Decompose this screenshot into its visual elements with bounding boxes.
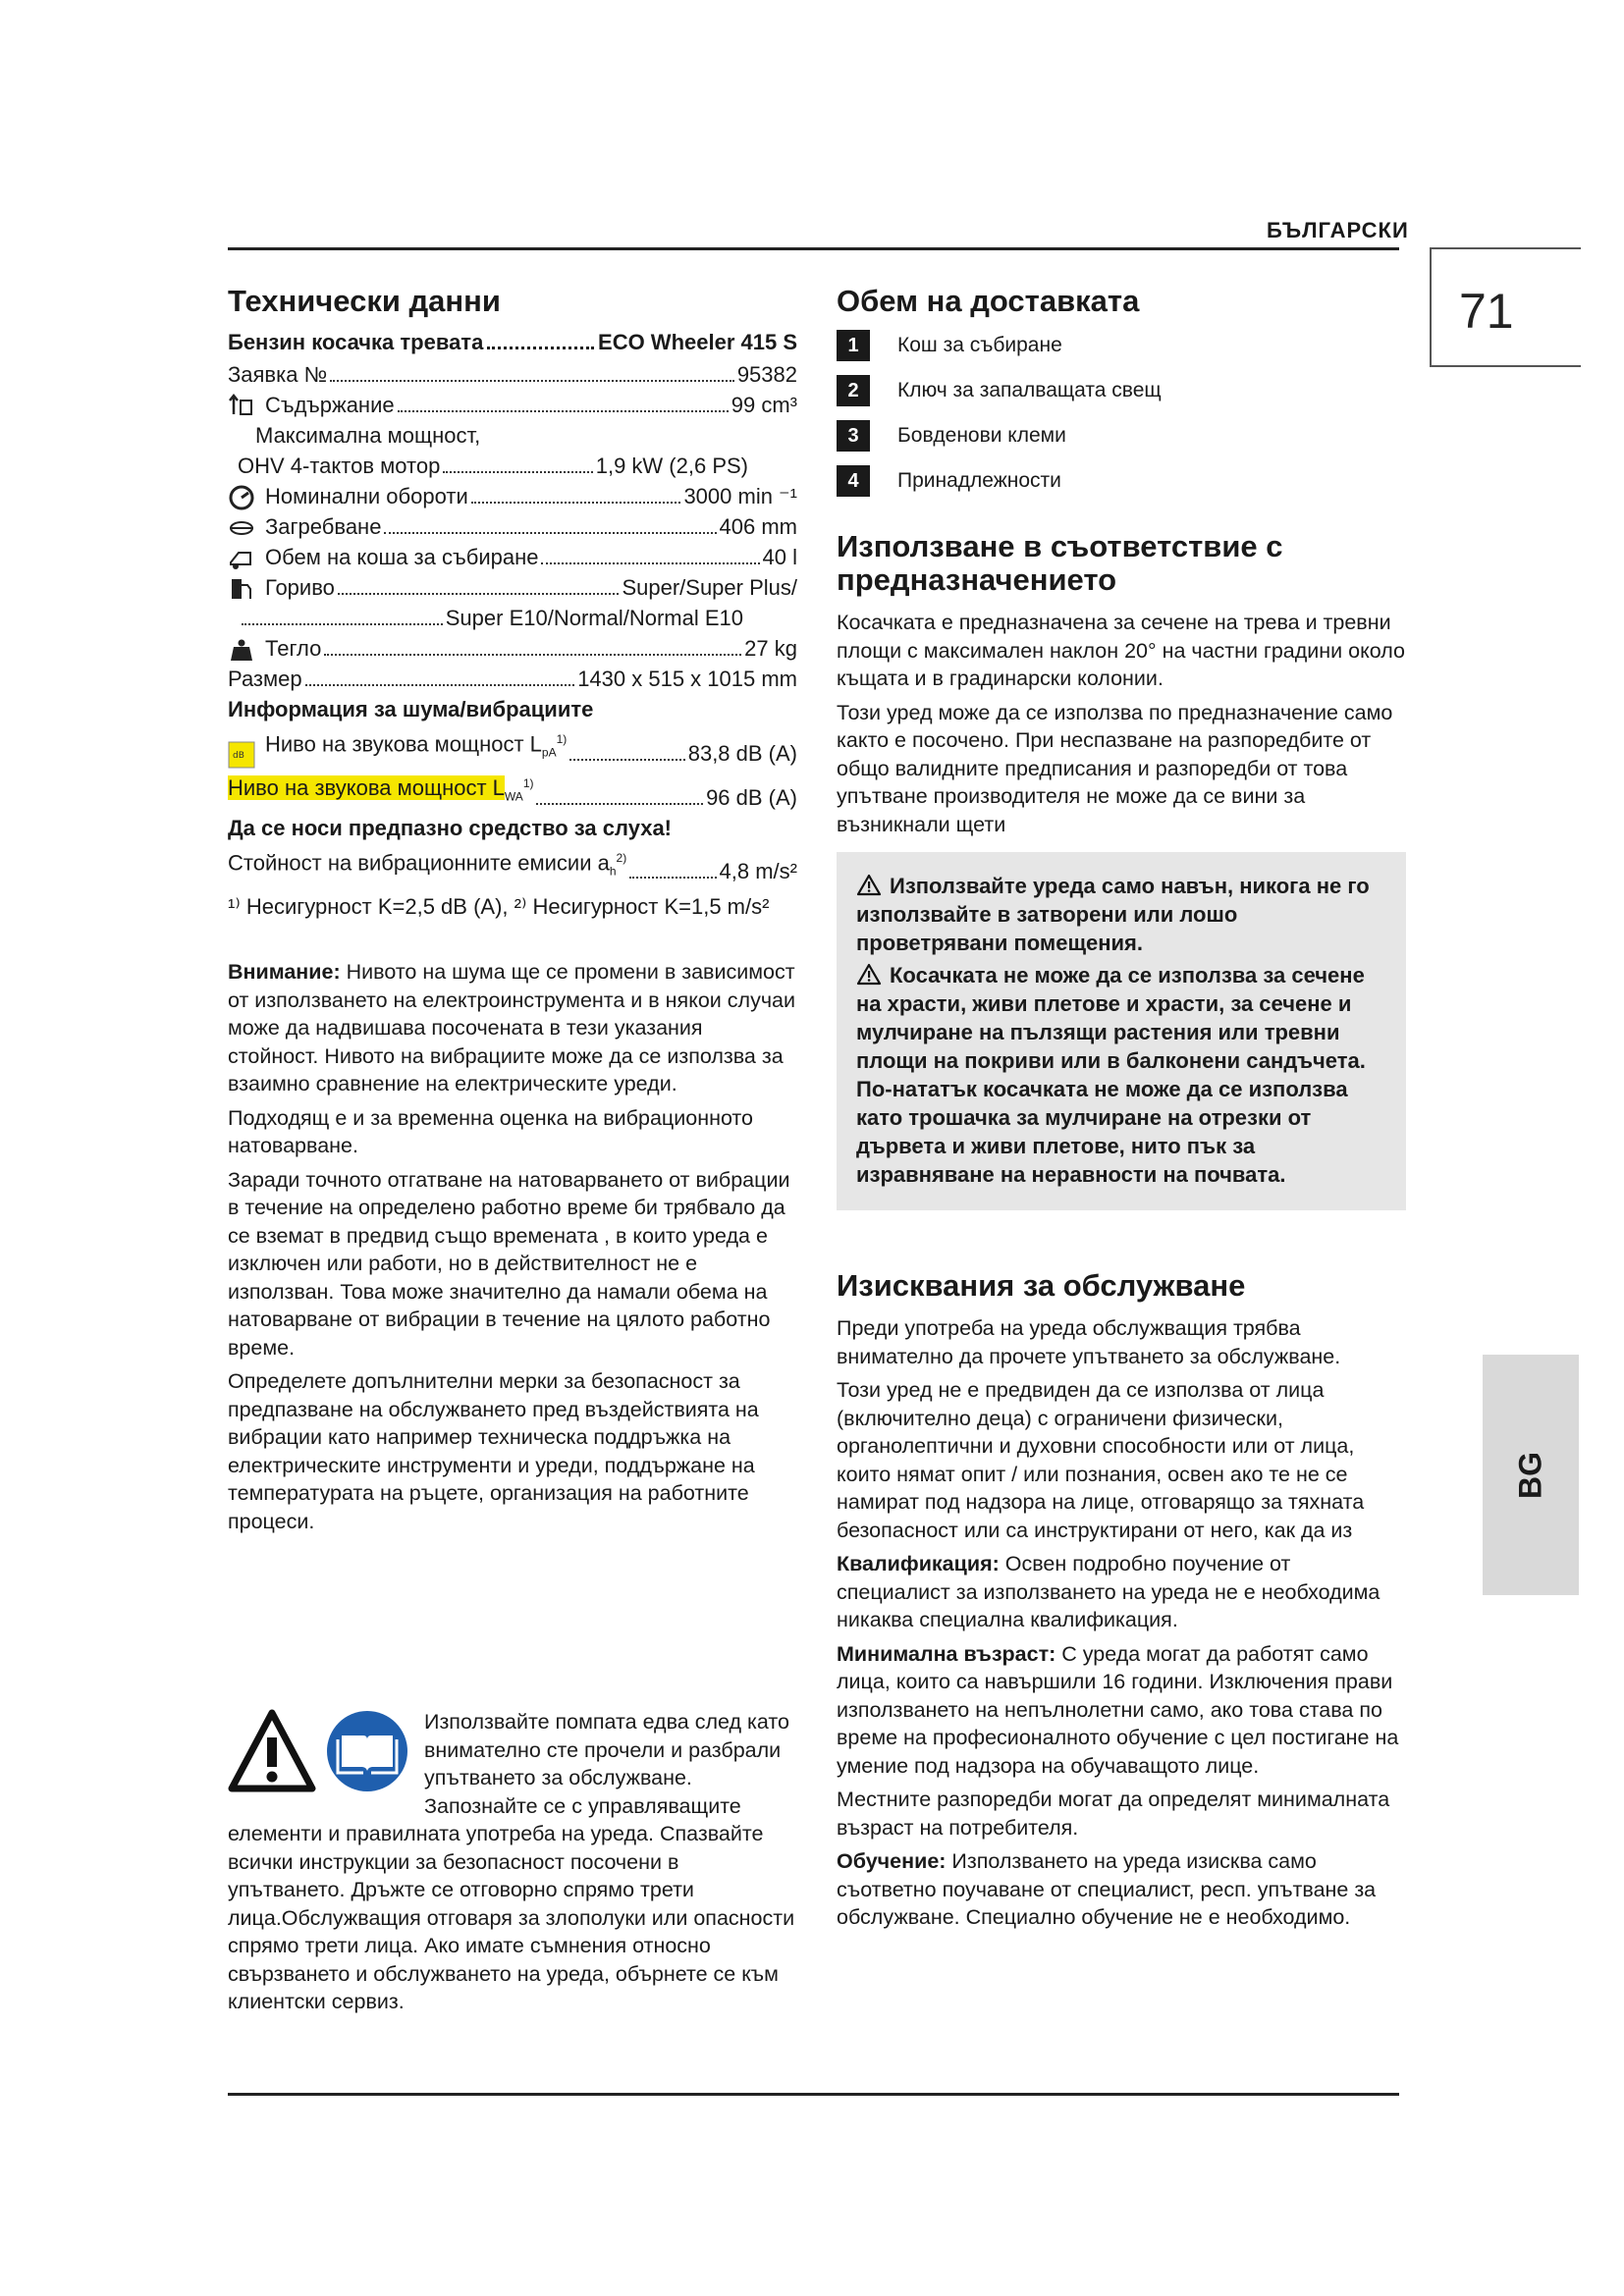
list-item <box>837 420 1406 452</box>
dots <box>398 410 729 412</box>
displacement-icon <box>228 393 255 420</box>
list-item <box>837 375 1406 406</box>
delivery-list <box>837 330 1406 497</box>
item-label: Бовденови клеми <box>897 424 1066 448</box>
dots <box>242 623 443 625</box>
vib-sup: 2) <box>616 850 627 865</box>
dots <box>443 471 592 473</box>
ear-protection-warning: Да се носи предпазно средство за слуха! <box>228 815 672 840</box>
weight-value: 27 kg <box>744 636 797 662</box>
lwa-sup: 1) <box>522 775 534 790</box>
vib-label-text: Стойност на вибрационните емисии a <box>228 849 610 875</box>
order-value: 95382 <box>736 362 797 388</box>
weight-icon <box>228 636 255 664</box>
training-text: Използването на уреда изисква само съответно поучаване от специалист, респ. упътване за обслужване. Специално обучение не е необходимо. <box>837 1849 1377 1930</box>
max-power-label: Максимална мощност, <box>255 423 481 449</box>
warning-triangle-icon <box>228 1708 316 1794</box>
training-label: Обучение: <box>837 1849 947 1874</box>
attention-block <box>228 958 797 1535</box>
safety-icons <box>228 1708 416 1796</box>
sound-pressure-icon <box>228 741 255 769</box>
item-number: 4 <box>837 465 870 497</box>
item-label: Принадлежности <box>897 469 1061 493</box>
rpm-label: Номинални обороти <box>265 484 468 509</box>
safety-text: Използвайте помпата едва след като внимателно сте прочели и разбрали упътването за обслужване. Запознайте се с управляващите елементи и правилната употреба на уреда. Спазвайте всички инструкции за безопасност посочени в упътването. Дръжте се отговорно спрямо трети лица.Обслужващия отговаря за злополуки или опасности спрямо трети лица. Ако имате съмнения относно свързването и обслужването на уреда, обърнете се към клиентски сервиз. <box>228 1710 795 2013</box>
spec-bag <box>228 542 797 572</box>
warning-triangle-icon <box>856 874 882 896</box>
page-number: 71 <box>1459 284 1514 339</box>
size-value: 1430 x 515 x 1015 mm <box>577 667 797 692</box>
qualification-para <box>837 1550 1406 1634</box>
side-tab-label: BG <box>1512 1451 1548 1499</box>
item-label: Кош за събиране <box>897 334 1062 357</box>
cutting-width-icon <box>228 514 255 542</box>
spec-motor <box>228 451 797 481</box>
min-age-para <box>837 1640 1406 1781</box>
fuel-value-2: Super E10/Normal/Normal E10 <box>445 606 743 631</box>
product-label: Бензин косачка тревата <box>228 330 484 355</box>
warning-2-text: Косачката не може да се използва за сечене на храсти, живи плетове и храсти, за сечене и мулчиране на пълзящи растения или тревни площи на покриви или в балконени сандъчета. По-нататък косачката не може да се използва като трошачка за мулчиране на отрезки от дървета и живи плетове, нито пък за изравняване на неравности на почвата. <box>856 963 1366 1188</box>
lpa-sup: 1) <box>556 732 568 747</box>
rpm-gauge-icon <box>228 484 255 511</box>
lwa-label <box>228 769 533 813</box>
warning-1-text: Използвайте уреда само навън, никога не го използвайте в затворени или лошо проветрявани помещения. <box>856 874 1370 956</box>
language-side-tab <box>1483 1355 1579 1595</box>
item-number: 3 <box>837 420 870 452</box>
list-item <box>837 465 1406 497</box>
attention-p1 <box>228 958 797 1098</box>
warning-1 <box>856 872 1386 957</box>
safety-block <box>228 1708 797 2022</box>
item-number: 1 <box>837 330 870 361</box>
motor-value: 1,9 kW (2,6 PS) <box>595 454 748 479</box>
vibration-value: 4,8 m/s² <box>719 859 797 884</box>
noise-title: Информация за шума/вибрациите <box>228 697 594 722</box>
dots <box>305 684 575 686</box>
intended-use-p2: Този уред може да се използва по предназначение само както е посочено. При неспазване на разпоредбите от общо валидните предписания и разпоредби от това упътване производителя не може да се вини за възникнали щети <box>837 700 1393 836</box>
language-header: БЪЛГАРСКИ <box>1267 218 1409 242</box>
training-para <box>837 1847 1406 1932</box>
dots <box>629 877 716 879</box>
dots <box>330 380 734 382</box>
min-age-label: Минимална възраст: <box>837 1641 1056 1666</box>
warning-box <box>837 852 1406 1210</box>
warning-triangle-icon <box>856 963 882 986</box>
dots <box>569 759 684 761</box>
spec-displacement <box>228 390 797 420</box>
vib-sub: h <box>609 864 617 879</box>
lpa-sub: pA <box>541 745 557 760</box>
read-manual-icon <box>326 1710 408 1792</box>
product-value: ECO Wheeler 415 S <box>598 330 797 355</box>
displacement-label: Съдържание <box>265 393 395 418</box>
operator-p2: Този уред не е предвиден да се използва от лица (включително деца) с ограничени физически, органолептични и духовни способности или от лица, които нямат опит / или познания, освен ако те не се намират под надзора на лице, отговарящо за тяхната безопасност или са инструктирани от него, как да из <box>837 1378 1365 1542</box>
lwa-value: 96 dB (A) <box>706 784 797 810</box>
qualification-label: Квалификация: <box>837 1552 1000 1576</box>
dots <box>338 593 620 595</box>
spec-order <box>228 359 797 390</box>
lpa-label <box>265 724 567 769</box>
lpa-value: 83,8 dB (A) <box>687 740 797 766</box>
item-label: Ключ за запалващата свещ <box>897 379 1162 402</box>
rpm-value: 3000 min ⁻¹ <box>683 484 797 509</box>
displacement-value: 99 cm³ <box>731 393 797 418</box>
dots <box>541 562 759 564</box>
vibration-label <box>228 843 626 887</box>
intended-use-title: Използване в съответствие с предназначението <box>837 529 1283 598</box>
dots <box>384 532 716 534</box>
attention-label: Внимание: <box>228 960 341 985</box>
spec-weight <box>228 633 797 664</box>
lwa-sub: WA <box>504 789 523 804</box>
page-number-box <box>1430 247 1581 367</box>
spec-lwa <box>228 769 797 813</box>
weight-label: Тегло <box>265 636 322 662</box>
attention-p4: Определете допълнителни мерки за безопасност за предпазване на обслужването пред въздействията на вибрации като например техническа поддръжка на електрическите инструменти и уреди, поддържане на температурата на ръцете, организация на работните процеси. <box>228 1369 759 1533</box>
spec-vibration <box>228 843 797 887</box>
uncertainty-note: ¹⁾ Несигурност K=2,5 dB (A), ²⁾ Несигурност K=1,5 m/s² <box>228 894 770 920</box>
min-age-text: С уреда могат да работят само лица, които са навършили 16 години. Изключения прави използването на непълнолетни само, ако това става по време на професионалното обучение с цел постигане на умение под надзора на обучаващото лице. <box>837 1641 1399 1778</box>
intended-use-p1: Косачката е предназначена за сечене на трева и тревни площи с максимален наклон 20° на частни градини около къщата и в градинарски колонии. <box>837 611 1405 691</box>
motor-label: OHV 4-тактов мотор <box>238 454 441 479</box>
attention-p1-text: Нивото на шума ще се промени в зависимост от използването на електроинструмента и в някои случаи може да надвишава посочената в тези указания стойност. Нивото на вибрациите може да се използва за взаимно сравнение на електрическите уреди. <box>228 960 796 1096</box>
fuel-pump-icon <box>228 575 255 603</box>
fuel-value: Super/Super Plus/ <box>622 575 797 601</box>
dots <box>324 654 741 656</box>
cutting-label: Загребване <box>265 514 382 540</box>
grass-bag-icon <box>228 545 255 572</box>
dots <box>487 330 594 349</box>
operator-p1: Преди употреба на уреда обслужващия трябва внимателно да прочете упътването за обслужване. <box>837 1316 1341 1368</box>
dots <box>536 803 703 805</box>
order-label: Заявка № <box>228 362 328 388</box>
attention-p3: Заради точното отгатване на натоварването от вибрации в течение на определено работно време би трябвало да се вземат в предвид също времената , в които уреда е изключен или работи, но в действителност не е използван. Това може значително да намали обема на натоварване от вибрации в течение на цялото работно време. <box>228 1167 790 1360</box>
spec-cutting <box>228 511 797 542</box>
dots <box>471 502 681 504</box>
attention-p2: Подходящ е и за временна оценка на вибрационното натоварване. <box>228 1105 753 1158</box>
qualification-text: Освен подробно поучение от специалист за използването на уреда не е необходима никаква специална квалификация. <box>837 1552 1380 1632</box>
operator-title: Изисквания за обслужване <box>837 1268 1246 1304</box>
bag-value: 40 l <box>762 545 797 570</box>
spec-fuel <box>228 572 797 603</box>
size-label: Размер <box>228 667 302 692</box>
bag-label: Обем на коша за събиране <box>265 545 539 570</box>
spec-size <box>228 664 797 694</box>
warning-2 <box>856 961 1386 1189</box>
list-item <box>837 330 1406 361</box>
bottom-rule <box>228 2093 1399 2096</box>
local-regulations: Местните разпоредби могат да определят минималната възраст на потребителя. <box>837 1788 1390 1840</box>
lpa-label-text: Ниво на звукова мощност L <box>265 731 542 757</box>
tech-data-title: Технически данни <box>228 284 501 318</box>
fuel-label: Гориво <box>265 575 335 601</box>
lwa-label-text: Ниво на звукова мощност L <box>228 775 505 801</box>
top-rule <box>228 247 1399 250</box>
svg-text:dB: dB <box>233 750 244 761</box>
item-number: 2 <box>837 375 870 406</box>
left-column <box>228 285 797 1541</box>
right-column <box>837 285 1406 1938</box>
spec-fuel-2 <box>228 603 797 633</box>
spec-rpm <box>228 481 797 511</box>
delivery-title: Обем на доставката <box>837 284 1140 318</box>
cutting-value: 406 mm <box>719 514 797 540</box>
product-line <box>228 330 797 355</box>
spec-lpa <box>228 724 797 769</box>
